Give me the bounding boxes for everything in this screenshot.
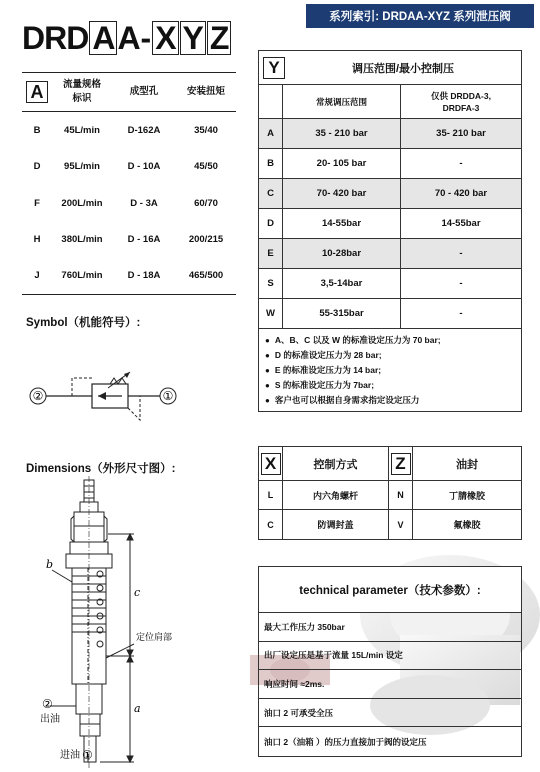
- technical-parameter-title: technical parameter（技术参数）:: [259, 567, 521, 613]
- row-code: H: [33, 234, 41, 246]
- note-item: ● A、B、C 以及 W 的标准设定压力为 70 bar;: [265, 333, 515, 348]
- row-code: D: [259, 209, 283, 238]
- technical-parameter-table: [258, 566, 522, 757]
- row-alt: -: [459, 247, 463, 259]
- table-row: [259, 481, 521, 510]
- control-value: 防调封盖: [283, 510, 389, 539]
- table-row: [259, 269, 521, 299]
- note-item: ● E 的标准设定压力为 14 bar;: [265, 363, 515, 378]
- shoulder-label: 定位肩部: [136, 633, 173, 643]
- control-title: 控制方式: [283, 447, 389, 480]
- row-code: S: [259, 269, 283, 298]
- row-code: F: [34, 197, 40, 209]
- table-z-letter: Z: [391, 453, 411, 475]
- table-row: [259, 239, 521, 269]
- control-value: 内六角螺杆: [283, 481, 389, 509]
- pressure-range-title: 调压范围/最小控制压: [351, 62, 455, 75]
- row-flow: 200L/min: [61, 197, 103, 209]
- row-torque: 465/500: [188, 270, 224, 282]
- header-torque: 安装扭矩: [186, 86, 225, 97]
- row-code: A: [259, 119, 283, 148]
- dim-c-label: c: [134, 586, 141, 599]
- table-y-letter: Y: [263, 57, 285, 79]
- dim-b-label: b: [46, 558, 54, 571]
- hydraulic-symbol: [22, 350, 242, 450]
- header-flow: [52, 78, 112, 106]
- row-range: 14-55bar: [283, 209, 401, 238]
- header-cavity: 成型孔: [129, 86, 159, 97]
- model-box-y: Y: [180, 21, 206, 55]
- row-cavity: D - 16A: [127, 234, 161, 246]
- dimension-drawing: [22, 476, 242, 768]
- table-row: [22, 222, 236, 259]
- param-row: 响应时间 ≈2ms.: [259, 670, 521, 699]
- row-range: 70- 420 bar: [283, 179, 401, 208]
- flow-spec-header: [22, 72, 236, 112]
- model-code: [22, 20, 231, 56]
- inlet-label: 进油: [60, 750, 80, 761]
- header-flow-line1: 流量规格: [62, 79, 101, 90]
- row-code: B: [259, 149, 283, 178]
- table-row: [22, 185, 236, 222]
- row-cavity: D - 10A: [127, 161, 161, 173]
- row-torque: 45/50: [194, 161, 218, 173]
- seal-code: N: [389, 481, 413, 509]
- table-row: [259, 119, 521, 149]
- control-code: C: [259, 510, 283, 539]
- row-flow: 95L/min: [64, 161, 100, 173]
- port-1-label: ①: [162, 389, 174, 403]
- note-item: ● 客户也可以根据自身需求指定设定压力: [265, 393, 515, 408]
- row-code: J: [34, 270, 40, 282]
- row-alt: -: [459, 277, 463, 289]
- model-box-x: X: [152, 21, 178, 55]
- flow-spec-table: [22, 72, 236, 295]
- seal-value: 氟橡胶: [453, 520, 481, 530]
- row-torque: 35/40: [194, 124, 218, 136]
- row-flow: 760L/min: [61, 270, 103, 282]
- row-alt: -: [459, 307, 463, 319]
- param-row: 油口 2（油箱 ）的压力直接加于阀的设定压: [264, 736, 427, 747]
- table-row: [22, 258, 236, 295]
- row-range: 55-315bar: [283, 299, 401, 328]
- row-alt: 14-55bar: [441, 217, 481, 229]
- row-flow: 380L/min: [61, 234, 103, 246]
- port-2-label: ②: [32, 389, 44, 403]
- table-row: [259, 510, 521, 539]
- inlet-number: ①: [82, 748, 93, 762]
- seal-value: 丁腈橡胶: [448, 490, 485, 501]
- row-range: 10-28bar: [283, 239, 401, 268]
- header-special-line1: 仅供 DRDDA-3,: [431, 90, 491, 101]
- seal-code: V: [389, 510, 413, 539]
- row-code: D: [33, 161, 41, 173]
- row-flow: 45L/min: [64, 124, 100, 136]
- row-range: 35 - 210 bar: [283, 119, 401, 148]
- row-alt: 35- 210 bar: [436, 127, 486, 139]
- row-cavity: D-162A: [127, 124, 161, 136]
- table-row: [22, 149, 236, 186]
- table-row: [259, 209, 521, 239]
- row-alt: -: [459, 157, 463, 169]
- header-standard-range: 常规调压范围: [283, 85, 401, 118]
- param-row: 最大工作压力 350bar: [259, 613, 521, 642]
- row-torque: 60/70: [194, 197, 218, 209]
- table-row: [22, 112, 236, 149]
- control-seal-header: [259, 447, 521, 481]
- note-item: ● S 的标准设定压力为 7bar;: [265, 378, 515, 393]
- series-index-banner: [306, 4, 534, 28]
- row-range: 3,5-14bar: [283, 269, 401, 298]
- model-box-a: A: [89, 21, 117, 55]
- control-seal-table: [258, 446, 522, 540]
- table-row: [259, 149, 521, 179]
- model-mid: A: [117, 19, 140, 56]
- header-special-line2: DRDFA-3: [442, 102, 480, 113]
- header-special-range: [401, 85, 521, 118]
- param-row: 出厂设定压是基于流量 15L/min 设定: [259, 642, 521, 671]
- pressure-range-title-row: [259, 51, 521, 85]
- model-dash: -: [140, 19, 151, 56]
- row-range: 20- 105 bar: [283, 149, 401, 178]
- row-code: W: [259, 299, 283, 328]
- pressure-notes: [259, 329, 521, 411]
- row-torque: 200/215: [188, 234, 224, 246]
- table-a-letter: A: [26, 81, 48, 103]
- row-code: E: [259, 239, 283, 268]
- symbol-label: Symbol（机能符号）:: [26, 317, 141, 329]
- header-flow-line2: 标识: [72, 93, 92, 104]
- row-alt: 70 - 420 bar: [434, 187, 488, 199]
- dim-a-label: a: [134, 702, 141, 715]
- outlet-label: 出油: [40, 714, 60, 725]
- model-box-z: Z: [207, 21, 232, 55]
- row-cavity: D - 3A: [130, 197, 158, 209]
- banner-text: 系列索引: DRDAA-XYZ 系列泄压阀: [329, 11, 511, 23]
- note-item: ● D 的标准设定压力为 28 bar;: [265, 348, 515, 363]
- table-row: [259, 299, 521, 329]
- row-code: B: [33, 124, 41, 136]
- dimensions-label: Dimensions（外形尺寸图）:: [26, 463, 176, 475]
- row-code: C: [259, 179, 283, 208]
- pressure-range-header: [259, 85, 521, 119]
- control-code: L: [259, 481, 283, 509]
- model-prefix: DRD: [22, 19, 89, 56]
- param-row: 油口 2 可承受全压: [259, 699, 521, 728]
- row-cavity: D - 18A: [127, 270, 161, 282]
- pressure-range-table: [258, 50, 522, 412]
- outlet-number: ②: [42, 697, 53, 711]
- seal-title: 油封: [456, 458, 478, 471]
- table-row: [259, 179, 521, 209]
- table-x-letter: X: [261, 453, 281, 475]
